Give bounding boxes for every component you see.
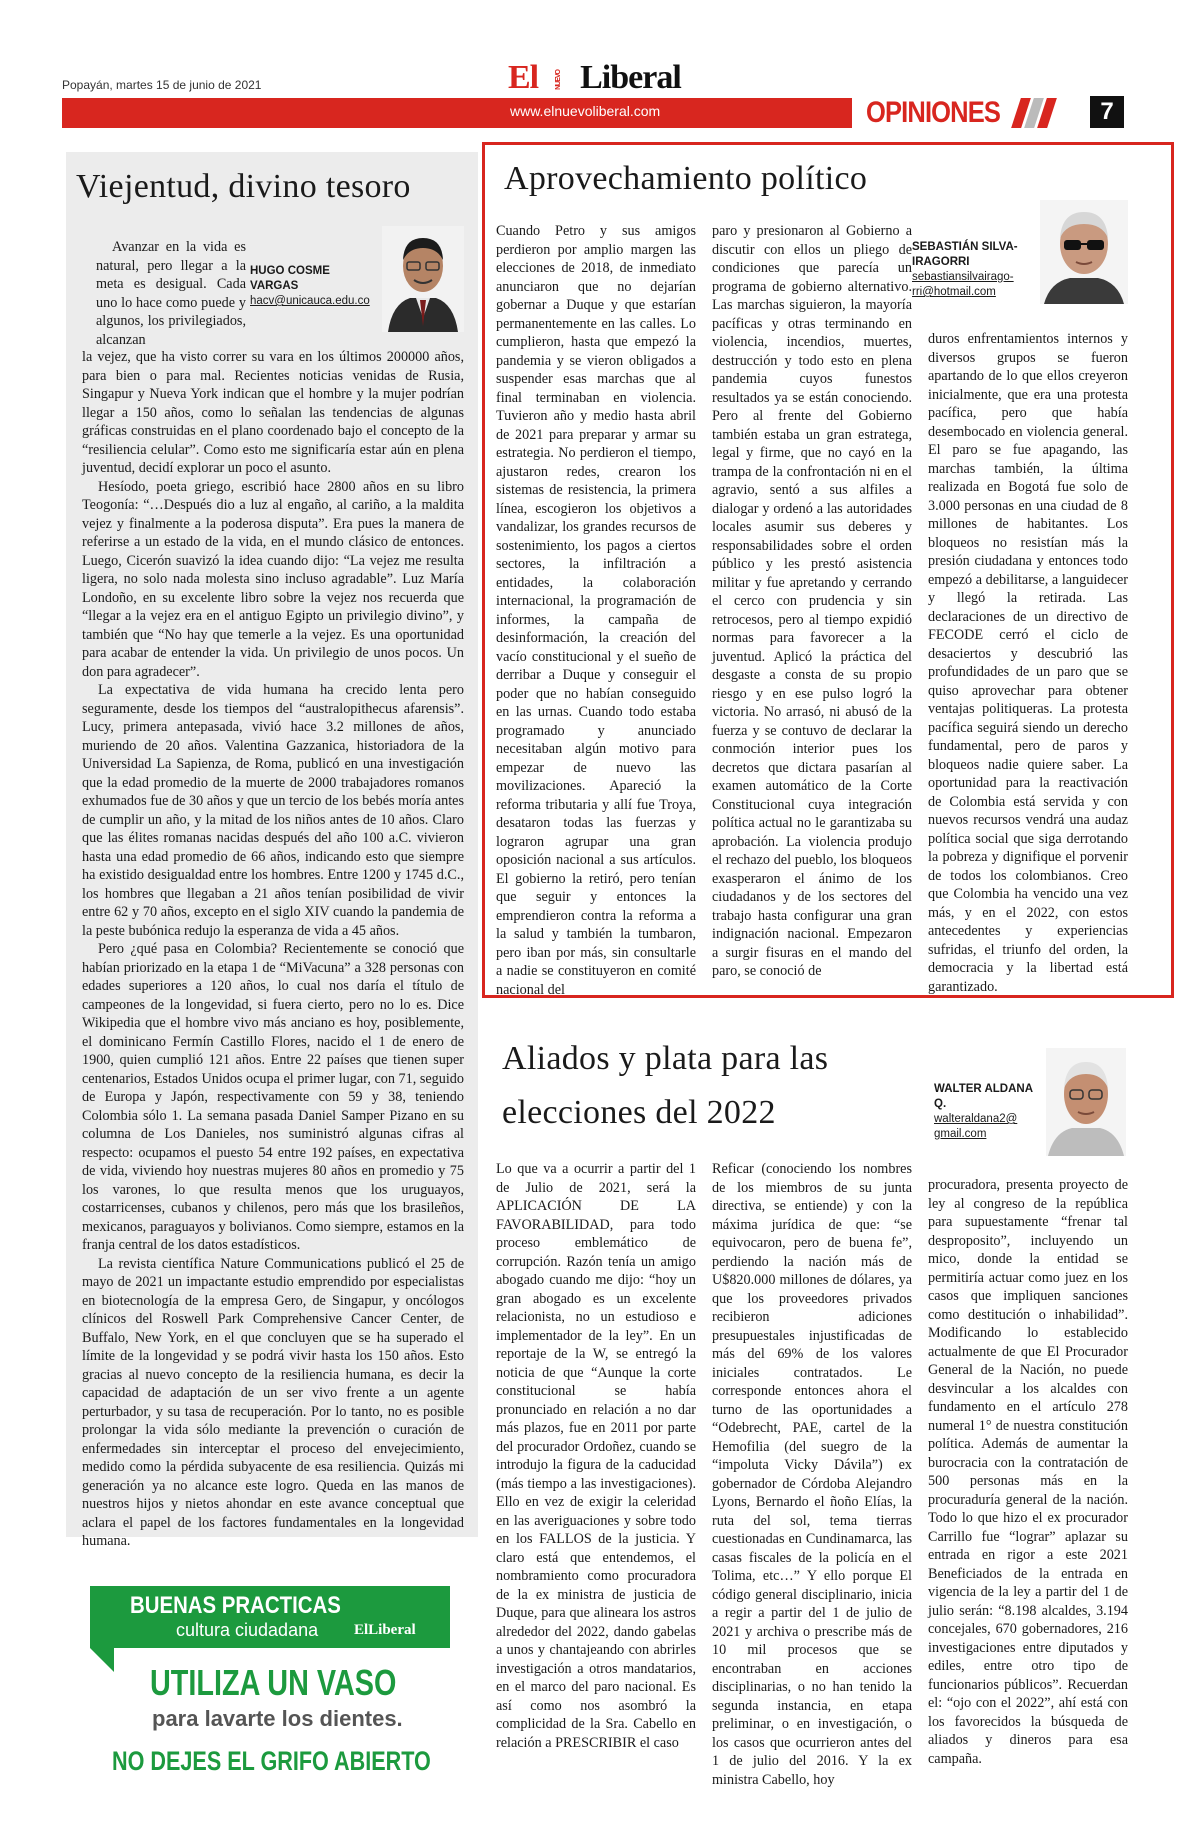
article-column-2: Reficar (conociendo los nombres de los miembros de su junta directiva, se entiende) y con la máxima jurídica de que: “se equivocaron, pero de buena fe”, perdiendo la nación más de U$820.000 millones de dólares, ya que los proveedores privados recibieron adiciones presupuestales injustificadas de más del 69% de los valores iniciales contratados. Le corresponde entonces ahora el turno de las oportunidades a “Odebrecht, PAE, cartel de la Hemofilia (del suegro de la “impoluta Vicky Dávila”) ex gobernador de Córdoba Alejandro Lyons, Bernardo el ñoño Elías, la ruta del sol, tema tierras cuestionadas en Cundinamarca, las casas fiscales de la policía en el Tolima, etc…” Y ello porque El código general disciplinario, inicia a regir a partir del 1 de julio de 2021 y archiva o prescribe más de 10 mil procesos que se encontraban en acciones disciplinarias, o no han tenido la segunda instancia, en etapa preliminar, o en investigación, o los casos que ocurrieron antes del 1 de julio del 2016. Y la ex ministra Cabello, hoy [712,1161,912,1788]
advertisement-buenas-practicas [90,1586,450,1800]
author-email-line2: rri@hotmail.com [912,286,996,298]
section-stripes-decoration [1012,98,1056,128]
ad-arrow-decoration [90,1648,114,1672]
paragraph: la vejez, que ha visto correr su vara en los últimos 200000 años, para bien o para mal. Recientes noticias venidas de Rusia, Singapur y Nueva York indican que el hombre y la mujer podrían llegar a 150 años, como lo señalan las tendencias de algunas gráficas construidas en el plano coordenado bajo el concepto de la “resiliencia celular”. Como esto me significaría estar aún en plena juventud, decidí explorar un poco el asunto. [82,349,464,476]
author-email: hacv@unicauca.edu.co [250,295,370,307]
logo-liberal: Liberal [580,59,681,96]
ad-slogan-line3: NO DEJES EL GRIFO ABIERTO [112,1746,431,1776]
author-photo-sebastian [1040,200,1128,304]
author-byline-sebastian [912,240,1022,300]
article-title-aprovechamiento: Aprovechamiento político [504,160,868,197]
article-column-3: duros enfrentamientos internos y diversos grupos se fueron apartando de lo que ellos creyeron inicialmente, que era una protesta pacífica, pero que había desembocado en violencia general. El paro se fue apagando, las marchas también, la última realizada en Bogotá fue solo de 3.000 personas en una ciudad de 8 millones de habitantes. Los bloqueos no resistían más la presión ciudadana y entonces todo empezó a debilitarse, a languidecer y llegó la retirada. Las declaraciones de un directivo de FECODE cerró el ciclo de desaciertos y descubrió las profundidades de un paro que se quiso aprovechar para obtener ventajas politiqueras. La protesta pacífica seguirá siendo un derecho fundamental, pero de paros y bloqueos nadie quiere saber. La oportunidad para la reactivación de Colombia está servida y con nuevos recursos vendrá una audaz política social que siga derrotando la pobreza y dignifique el porvenir de todos los colombianos. Creo que Colombia ha vencido una vez más, y en el 2022, con estos antecedentes y experiencias sufridas, el triunfo del orden, la democracia y la libertad está garantizado. [928,331,1128,995]
author-photo-walter [1046,1048,1126,1156]
ad-slogan-line2: para lavarte los dientes. [152,1706,403,1731]
paragraph: La revista científica Nature Communications publicó el 25 de mayo de 2021 un impactante estudio emprendido por especialistas en biotecnología de la empresa Gero, de Singapur, y oncólogos clínicos del Roswell Park Comprehensive Cancer Center, de Buffalo, New York, en el que concluyen que se ha superado el límite de la longevidad y se podrá vivir hasta los 150 años. Esto gracias al nuevo concepto de la resiliencia humana, es decir la capacidad de adaptación de un ser vivo frente a un agente perturbador, y su tasa de recuperación. Por lo tanto, no es posible prolongar la vida sólo mediante la prevención o curación de enfermedades sin interceptar el proceso del envejecimiento, medido como la pérdida subyacente de esa resiliencia. Quizás mi generación ya no alcance este logro. Queda en las manos de nuestros hijos y nietos ahondar en este avance conceptual que aclara el papel de los factores fundamentales en la longevidad humana. [82,1255,464,1549]
author-photo-hugo [382,226,464,332]
author-name: WALTER ALDANA Q. [934,1083,1033,1110]
author-email-line1: walteraldana2@ [934,1113,1018,1125]
article-title-viejentud: Viejentud, divino tesoro [76,168,411,205]
author-byline-hugo [250,264,380,309]
logo-nuevo: NUEVO [555,70,563,91]
paragraph: Pero ¿qué pasa en Colombia? Recientemente se conoció que habían priorizado en la etapa 1 de “MiVacuna” a 328 personas con edades superiores a 120 años, lo cual nos daría el título de campeones de la longevidad, si fuera cierto, pero no lo es. Dice Wikipedia que el hombre vivo más anciano es hoy, posiblemente, el dominicano Fermín Castillo Flores, nacido el 1 de enero de 1900, quien cumplió 121 años. Entre 22 países que tienen super centenarios, Estados Unidos ocupa el primer lugar, con 71, seguido de Europa y Japón, respectivamente con 59 y 38, teniendo Colombia sólo 1. La semana pasada Daniel Samper Pizano en su columna de Los Danieles, nos suministró algunas cifras al respecto: ocupamos el puesto 54 entre 192 países, en expectativa de vida, viviendo hoy nuestras mujeres 80 años en promedio y 75 los varones, lo que resulta menos que los uruguayos, costarricenses, cubanos y chilenos, pero más que los brasileños, mexicanos, paraguayos y bolivianos. Como siempre, estamos en la franja central de los datos estadísticos. [82,941,464,1253]
author-name: HUGO COSME VARGAS [250,265,330,292]
author-email-line1: sebastiansilvairago- [912,271,1014,283]
header-red-bar [62,98,852,128]
author-name-line2: IRAGORRI [912,256,970,268]
lead-paragraph: Avanzar en la vida es natural, pero llegar a la meta es desigual. Cada uno lo hace como puede y algunos, los privilegiados, alcanzan [96,239,246,348]
author-name-line1: SEBASTIÁN SILVA- [912,241,1018,253]
article-title-aliados-line2: elecciones del 2022 [502,1094,776,1131]
article-lead-viejentud [96,238,246,349]
site-url: www.elnuevoliberal.com [510,103,661,119]
ad-logo: ElLiberal [354,1622,416,1638]
section-title: OPINIONES [866,96,1001,129]
newspaper-logo [508,58,681,98]
ad-main-slogan: UTILIZA UN VASO [150,1662,397,1703]
author-byline-walter [934,1082,1046,1142]
dateline: Popayán, martes 15 de junio de 2021 [62,78,262,92]
article-column-1: Lo que va a ocurrir a partir del 1 de Julio de 2021, será la APLICACIÓN DE LA FAVORABILIDAD, para todo proceso emblemático de corrupción. Razón tenía un amigo abogado cuando me dijo: “hoy un gran abogado es un excelente relacionista, no un estudioso e implementador de la ley”. En un reportaje de la W, se entregó la noticia de que “Aunque la corte constitucional se había pronunciado en relación a no dar más plazos, fue en 2011 por parte del procurador Ordoñez, cuando se introdujo la figura de la caducidad (más tiempo a las investigaciones). Ello en vez de exigir la celeridad en las averiguaciones y sobre todo en los FALLOS de la justicia. Y claro está que entendemos, el nombramiento como procuradora de la ex ministra de justicia de Duque, para que alineara los astros alrededor del 2022, dando gabelas a unos y chantajeando con abrirles investigación a otros mandatarios, en el marco del paro nacional. Es así como nos asombró la complicidad de la Sra. Cabello en relación a PRESCRIBIR el caso [496,1161,696,1751]
logo-el: El [508,59,539,96]
page-number: 7 [1090,96,1124,128]
article-body-viejentud [82,348,464,1551]
ad-subtitle: cultura ciudadana [176,1620,319,1640]
paragraph: La expectativa de vida humana ha crecido lenta pero seguramente, desde los tiempos del “australopithecus afarensis”. Lucy, primera antepasada, vivió hace 3.2 millones de años, muriendo de 20 años. Valentina Gazzanica, historiadora de la Universidad La Sapienza, de Roma, publicó en una investigación que la edad promedio de la muerte de 2000 trabajadores romanos exhumados fue de 30 años y que un tercio de los bebés moría antes de cumplir un año, y la mitad de los niños antes de 10 años. Claro que las élites romanas nacidas después del año 100 a.C. vivieron hasta una edad promedio de 66 años, indicando esto que siempre ha existido desigualdad entre los hombres. Entre 1200 y 1745 d.C., los hombres que llegaban a 21 años tenían posibilidad de vivir entre 62 y 70 años, excepto en el siglo XIV cuando la pandemia de la peste bubónica redujo la esperanza de vida a 45 años. [82,682,464,939]
article-column-1: Cuando Petro y sus amigos perdieron por amplio margen las elecciones de 2018, de inmediato anunciaron que no dejarían gobernar a Duque y que estarían permanentemente en las calles. Lo cumplieron, hasta que empezó la pandemia y se vieron obligados a suspender esas marchas que al final terminaban en violencia. Tuvieron año y medio hasta abril de 2021 para preparar y armar su estrategia. No perdieron el tiempo, ajustaron redes, crearon los sistemas de resistencia, la primera línea, escogieron los objetivos a vandalizar, los grandes recursos de sostenimiento, los pagos a ciertos sectores, la infiltración a entidades, la colaboración internacional, la programación de informes, la campaña de desinformación, la creación del vacío constitucional y el sueño de derribar a Duque y conseguir el poder que no habían conseguido en las urnas. Cuando todo estaba programado y anunciado necesitaban algún motivo para empezar de nuevo las movilizaciones. Apareció la reforma tributaria y allí fue Troya, desataron todas las fuerzas y lograron agrupar una gran oposición nacional a sus artículos. El gobierno la retiró, pero tenían que seguir y entonces la emprendieron contra la reforma a la salud y también la tumbaron, pero iban por más, sin consultarle a nadie se constituyeron en comité nacional del [496,223,696,998]
article-column-2: paro y presionaron al Gobierno a discutir con ellos un pliego de condiciones que parecía un programa de gobierno alternativo. Las marchas siguieron, la mayoría pacíficas y otras terminando en violencia, incendios, muertes, destrucción y todo esto en plena pandemia cuyos funestos resultados ya se están conociendo. Pero al frente del Gobierno también estaba un gran estratega, legal y firme, que no cayó en la trampa de la confrontación ni en el agravio, sentó a sus alfiles a dialogar y ordenó a las autoridades locales asumir sus deberes y responsabilidades sobre el orden público y les prestó asistencia militar y fue apretando y cerrando el cerco con prudencia y sin retrocesos, pero al tiempo expidió normas para favorecer a la juventud. Aplicó la práctica del desgaste a consta de su propio riesgo y en ese pulso logró la victoria. No arrasó, ni abusó de la fuerza y se contuvo de declarar la conmoción interior pues los decretos que dictara pasarían al examen automático de la Corte Constitucional cuya integración política actual no le garantizaba su aprobación. La violencia produjo el rechazo del pueblo, los bloqueos exasperaron el ánimo de los ciudadanos y de los sectores del trabajo hasta configurar una gran indignación nacional. Empezaron a surgir fisuras en el mando del paro, se conoció de [712,223,912,979]
paragraph: Hesíodo, poeta griego, escribió hace 2800 años en su libro Teogonía: “…Después dio a luz al engaño, al cariño, a la maldita vejez y finalmente a la poderosa disputa”. Era pues la manera de referirse a un estado de la vida, en el mundo clásico de entonces. Luego, Cicerón suavizó la idea cuando dijo: “La vejez me resulta ligera, no solo nada molesta sino incluso agradable”. Luz María Londoño, en su excelente libro sobre la vejez nos recuerda que “llegar a la vejez era en el antiguo Egipto un privilegio divino”, y también que “No hay que temerle a la vejez. Es una oportunidad para acabar de entender la vida. Un privilegio de unos pocos. Un don para agradecer”. [82,478,464,680]
article-title-aliados-line1: Aliados y plata para las [502,1040,829,1077]
article-column-3: procuradora, presenta proyecto de ley al congreso de la república para supuestamente “frenar tal desproposito”, incluyendo un mico, donde la entidad se permitiría actuar como juez en los casos que impliquen sanciones como destitución o inhabilidad”. Modificando lo establecido actualmente de que El Procurador General de la Nación, no puede desvincular a los alcaldes con fundamento en el artículo 278 numeral 1° de nuestra constitución política. Además de aumentar la burocracia con la contratación de 500 personas más en la procuraduría general de la nación. Todo lo que hizo el ex procurador Carrillo fue “lograr” aplazar su entrada en rigor a este 2021 Beneficiados de la entrada en vigencia de la ley a partir del 1 de julio serán: “8.198 alcaldes, 3.194 concejales, 670 gobernadores, 216 investigaciones entre diputados y ediles, entre otro tipo de funcionarios públicos”. Recuerdan el: “ojo con el 2022”, ahí está con los favorecidos la búsqueda de aliados y dineros para esa campaña. [928,1177,1128,1767]
author-email-line2: gmail.com [934,1128,987,1140]
ad-title: BUENAS PRACTICAS [130,1592,341,1619]
